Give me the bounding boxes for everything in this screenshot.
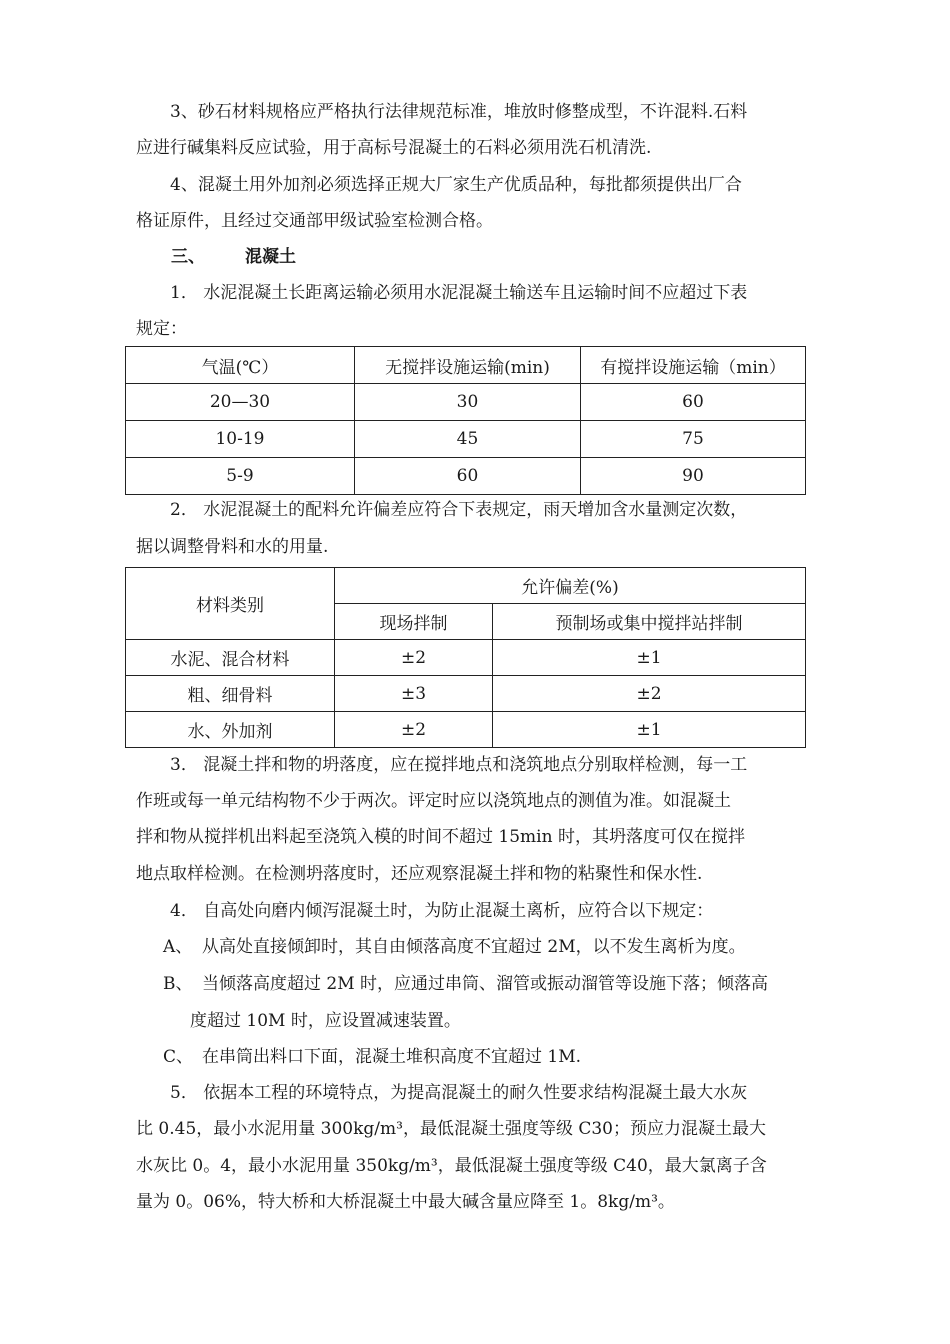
clause-5-line-3: 水灰比 0。4，最小水泥用量 350kg/m³，最低混凝土强度等级 C40，最大氯离子含 <box>136 1156 767 1176</box>
item-b-text-line-2: 度超过 10M 时，应设置减速装置。 <box>190 1011 461 1031</box>
clause-5-line-2: 比 0.45，最小水泥用量 300kg/m³，最低混凝土强度等级 C30；预应力混凝土最大 <box>136 1119 766 1139</box>
table-cell: 75 <box>581 421 806 458</box>
section-title: 混凝土 <box>245 247 296 267</box>
clause-5-line-4: 量为 0。06%，特大桥和大桥混凝土中最大碱含量应降至 1。8kg/m³。 <box>136 1192 675 1212</box>
table-cell: 20—30 <box>126 384 355 421</box>
table-header-cell: 气温(℃） <box>126 347 355 384</box>
table-cell: 90 <box>581 458 806 495</box>
table-cell: ±1 <box>493 640 806 676</box>
para-4-line-2: 格证原件，且经过交通部甲级试验室检测合格。 <box>136 211 493 231</box>
table-header-cell: 无搅拌设施运输(min) <box>355 347 581 384</box>
item-a-text: 从高处直接倾卸时，其自由倾落高度不宜超过 2M，以不发生离析为度。 <box>202 937 746 957</box>
para-3-line-1: 3、砂石材料规格应严格执行法律规范标准，堆放时修整成型，不许混料.石料 <box>170 102 748 122</box>
table-cell: ±2 <box>493 676 806 712</box>
table-cell: 粗、细骨料 <box>126 676 335 712</box>
table-header-cell: 现场拌制 <box>335 604 493 640</box>
table-cell: 45 <box>355 421 581 458</box>
clause-1-line-1: 1． 水泥混凝土长距离运输必须用水泥混凝土输送车且运输时间不应超过下表 <box>170 283 748 303</box>
table-cell: 30 <box>355 384 581 421</box>
table-row <box>126 640 806 676</box>
clause-5-line-1: 5． 依据本工程的环境特点，为提高混凝土的耐久性要求结构混凝土最大水灰 <box>170 1083 748 1103</box>
table-header-row <box>126 347 806 384</box>
section-number: 三、 <box>171 247 205 267</box>
table-cell: ±2 <box>335 640 493 676</box>
table-row <box>126 458 806 495</box>
para-3-line-2: 应进行碱集料反应试验，用于高标号混凝土的石料必须用洗石机清洗. <box>136 138 652 158</box>
item-b-text-line-1: 当倾落高度超过 2M 时，应通过串筒、溜管或振动溜管等设施下落；倾落高 <box>202 974 769 994</box>
batching-tolerance-table <box>125 567 806 748</box>
item-c-label: C、 <box>163 1047 194 1067</box>
item-a-label: A、 <box>163 937 193 957</box>
table-header-cell: 预制场或集中搅拌站拌制 <box>493 604 806 640</box>
table-cell: 5-9 <box>126 458 355 495</box>
table-header-cell: 材料类别 <box>126 568 335 640</box>
clause-2-line-1: 2． 水泥混凝土的配料允许偏差应符合下表规定，雨天增加含水量测定次数， <box>170 500 748 520</box>
table-group-header-cell: 允许偏差(%) <box>335 568 806 604</box>
table-cell: ±2 <box>335 712 493 748</box>
table-row <box>126 421 806 458</box>
clause-3-line-3: 拌和物从搅拌机出料起至浇筑入模的时间不超过 15min 时，其坍落度可仅在搅拌 <box>136 827 745 847</box>
transport-time-table <box>125 346 806 495</box>
item-b-label: B、 <box>163 974 193 994</box>
table-header-row <box>126 568 806 604</box>
table-row <box>126 712 806 748</box>
clause-2-line-2: 据以调整骨料和水的用量. <box>136 537 329 557</box>
table-cell: 水泥、混合材料 <box>126 640 335 676</box>
table-cell: 水、外加剂 <box>126 712 335 748</box>
table-row <box>126 384 806 421</box>
table-cell: 60 <box>355 458 581 495</box>
table-row <box>126 676 806 712</box>
clause-4-line-1: 4． 自高处向磨内倾泻混凝土时，为防止混凝土离析，应符合以下规定： <box>170 901 714 921</box>
clause-3-line-4: 地点取样检测。在检测坍落度时，还应观察混凝土拌和物的粘聚性和保水性. <box>136 864 703 884</box>
item-c-text: 在串筒出料口下面，混凝土堆积高度不宜超过 1M. <box>202 1047 582 1067</box>
clause-3-line-1: 3． 混凝土拌和物的坍落度，应在搅拌地点和浇筑地点分别取样检测，每一工 <box>170 755 748 775</box>
table-cell: ±1 <box>493 712 806 748</box>
table-cell: 60 <box>581 384 806 421</box>
section-heading <box>171 239 851 275</box>
para-4-line-1: 4、混凝土用外加剂必须选择正规大厂家生产优质品种，每批都须提供出厂合 <box>170 175 742 195</box>
table-cell: ±3 <box>335 676 493 712</box>
clause-1-line-2: 规定： <box>136 319 187 339</box>
table-header-cell: 有搅拌设施运输（min） <box>581 347 806 384</box>
clause-3-line-2: 作班或每一单元结构物不少于两次。评定时应以浇筑地点的测值为准。如混凝土 <box>136 791 731 811</box>
table-cell: 10-19 <box>126 421 355 458</box>
